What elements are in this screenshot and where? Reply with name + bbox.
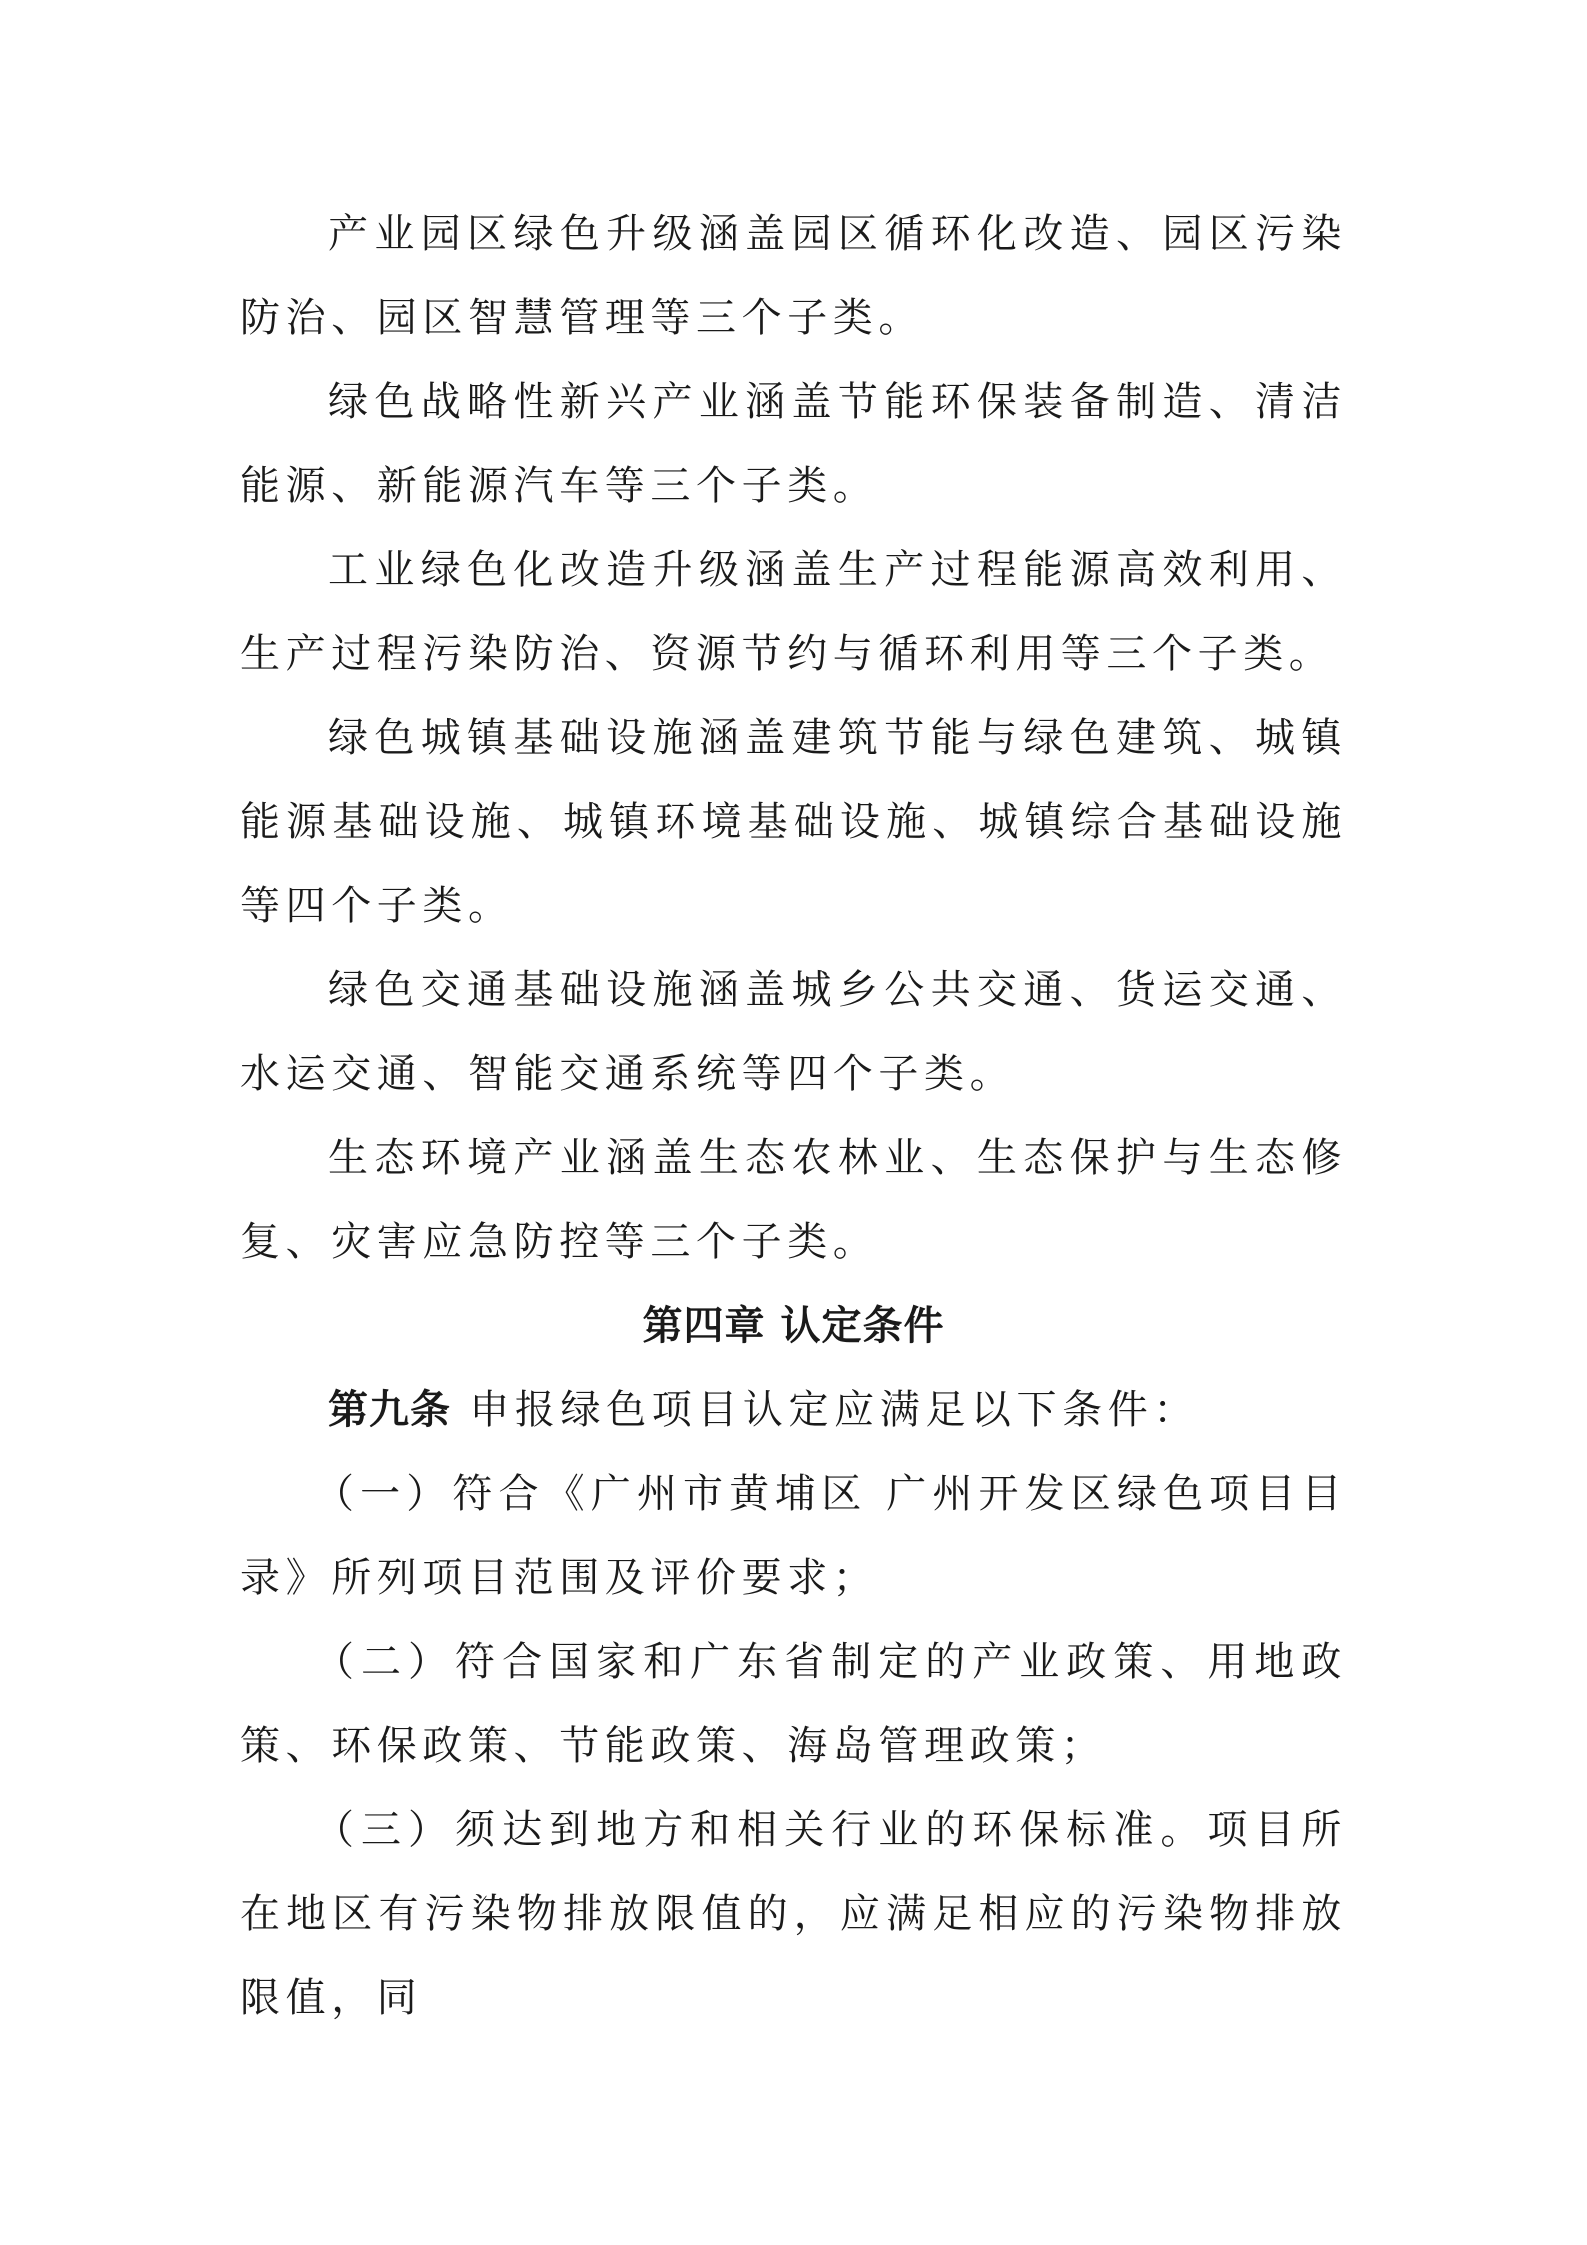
article-label: 第九条 bbox=[328, 1387, 451, 1433]
paragraph-strategic-emerging-industry: 绿色战略性新兴产业涵盖节能环保装备制造、清洁能源、新能源汽车等三个子类。 bbox=[240, 379, 1347, 509]
condition-item-3: （三）须达到地方和相关行业的环保标准。项目所在地区有污染物排放限值的，应满足相应的污染物排放限值，同 bbox=[240, 1807, 1347, 2021]
paragraph-transport-infrastructure: 绿色交通基础设施涵盖城乡公共交通、货运交通、水运交通、智能交通系统等四个子类。 bbox=[240, 967, 1347, 1097]
paragraph-ecological-industry: 生态环境产业涵盖生态农林业、生态保护与生态修复、灾害应急防控等三个子类。 bbox=[240, 1135, 1347, 1265]
condition-item-1: （一）符合《广州市黄埔区 广州开发区绿色项目目录》所列项目范围及评价要求； bbox=[240, 1471, 1347, 1601]
paragraph-industrial-park: 产业园区绿色升级涵盖园区循环化改造、园区污染防治、园区智慧管理等三个子类。 bbox=[240, 211, 1347, 341]
article-text: 申报绿色项目认定应满足以下条件： bbox=[451, 1387, 1199, 1433]
article-nine bbox=[240, 1368, 1347, 1452]
condition-item-2: （二）符合国家和广东省制定的产业政策、用地政策、环保政策、节能政策、海岛管理政策； bbox=[240, 1639, 1347, 1769]
chapter-title: 第四章 认定条件 bbox=[642, 1303, 945, 1349]
paragraph-industrial-upgrade: 工业绿色化改造升级涵盖生产过程能源高效利用、生产过程污染防治、资源节约与循环利用等三个子类。 bbox=[240, 547, 1347, 677]
paragraph-urban-infrastructure: 绿色城镇基础设施涵盖建筑节能与绿色建筑、城镇能源基础设施、城镇环境基础设施、城镇综合基础设施等四个子类。 bbox=[240, 715, 1347, 929]
